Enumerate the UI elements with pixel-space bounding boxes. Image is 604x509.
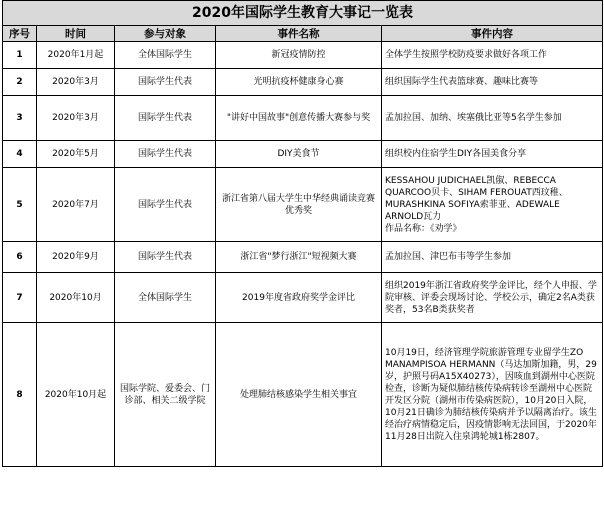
row-time: 2020年10月: [37, 273, 115, 323]
content-line: KESSAHOU JUDICHAEL凯俶、REBECCA: [385, 175, 556, 186]
column-header-event-name: 事件名称: [216, 26, 382, 42]
row-number: 4: [3, 141, 37, 168]
row-number: 5: [3, 168, 37, 242]
row-time: 2020年3月: [37, 96, 115, 141]
chronicle-document: [2, 0, 602, 467]
table-row: [3, 96, 603, 141]
row-event-name: "讲好中国故事"创意传播大赛参与奖: [216, 96, 382, 141]
row-participants: 全体国际学生: [115, 273, 216, 323]
table-title: 2020年国际学生教育大事记一览表: [3, 1, 603, 26]
row-time: 2020年10月起: [37, 323, 115, 467]
column-header-number: 序号: [3, 26, 37, 42]
row-participants: 国际学生代表: [115, 242, 216, 273]
content-line: MURASHKINA SOFIYA索菲亚、ADEWALE: [385, 199, 560, 210]
row-number: 2: [3, 69, 37, 96]
table-row: [3, 323, 603, 467]
row-event-name: 浙江省"梦行浙江"短视频大赛: [216, 242, 382, 273]
row-participants: 全体国际学生: [115, 42, 216, 69]
row-number: 6: [3, 242, 37, 273]
content-line: ARNOLD瓦力: [385, 211, 442, 222]
row-event-content: 孟加拉国、津巴布韦等学生参加: [382, 242, 603, 273]
row-event-content: [382, 168, 603, 242]
row-time: 2020年7月: [37, 168, 115, 242]
column-header-participants: 参与对象: [115, 26, 216, 42]
row-event-name: 光明抗疫杯健康身心赛: [216, 69, 382, 96]
row-number: 3: [3, 96, 37, 141]
row-participants: 国际学院、爱委会、门诊部、相关二级学院: [115, 323, 216, 467]
row-event-name: 2019年度省政府奖学金评比: [216, 273, 382, 323]
table-row: [3, 242, 603, 273]
row-time: 2020年5月: [37, 141, 115, 168]
content-line: 作品名称：《劝学》: [385, 223, 462, 234]
header-row: [3, 26, 603, 42]
chronicle-table: [2, 0, 603, 467]
row-event-name: 新冠疫情防控: [216, 42, 382, 69]
row-participants: 国际学生代表: [115, 96, 216, 141]
table-row: [3, 141, 603, 168]
row-event-content: 孟加拉国、加纳、埃塞俄比亚等5名学生参加: [382, 96, 603, 141]
row-participants: 国际学生代表: [115, 168, 216, 242]
row-event-content: 组织校内住宿学生DIY各国美食分享: [382, 141, 603, 168]
row-time: 2020年1月起: [37, 42, 115, 69]
row-event-content: 组织国际学生代表篮球赛、趣味比赛等: [382, 69, 603, 96]
row-number: 1: [3, 42, 37, 69]
row-event-content: 组织2019年浙江省政府奖学金评比，经个人申报、学院审核、评委会现场讨论、学校公示，确定2名A类获奖者，53名B类获奖者: [382, 273, 603, 323]
row-event-name: 浙江省第八届大学生中华经典诵读竞赛优秀奖: [216, 168, 382, 242]
row-event-name: DIY美食节: [216, 141, 382, 168]
row-event-name: 处理肺结核感染学生相关事宜: [216, 323, 382, 467]
row-participants: 国际学生代表: [115, 69, 216, 96]
column-header-time: 时间: [37, 26, 115, 42]
table-row: [3, 273, 603, 323]
table-row: [3, 69, 603, 96]
row-time: 2020年9月: [37, 242, 115, 273]
row-number: 7: [3, 273, 37, 323]
row-number: 8: [3, 323, 37, 467]
row-participants: 国际学生代表: [115, 141, 216, 168]
table-row: [3, 42, 603, 69]
column-header-event-content: 事件内容: [382, 26, 603, 42]
table-row: [3, 168, 603, 242]
row-time: 2020年3月: [37, 69, 115, 96]
content-line: QUARCOO贝卡、SIHAM FEROUAT西玟稚、: [385, 187, 568, 198]
row-event-content: 全体学生按照学校防疫要求做好各项工作: [382, 42, 603, 69]
row-event-content: 10月19日，经济管理学院旅游管理专业留学生ZO MANAMPISOA HERMANN（马达加斯加籍，男，29岁，护照号码A15X40273），因咳血到湖州中心医院检查，诊断为疑似肺结核传染病转诊至湖州中心医院开发区分院（湖州市传染病医院），10月20日入院，10月21日确诊为肺结核传染病并予以隔离治疗。该生经治疗病情稳定后，因疫情影响无法回国，于2020年11月28日出院入住泉鸿轮城1栋2807。: [382, 323, 603, 467]
